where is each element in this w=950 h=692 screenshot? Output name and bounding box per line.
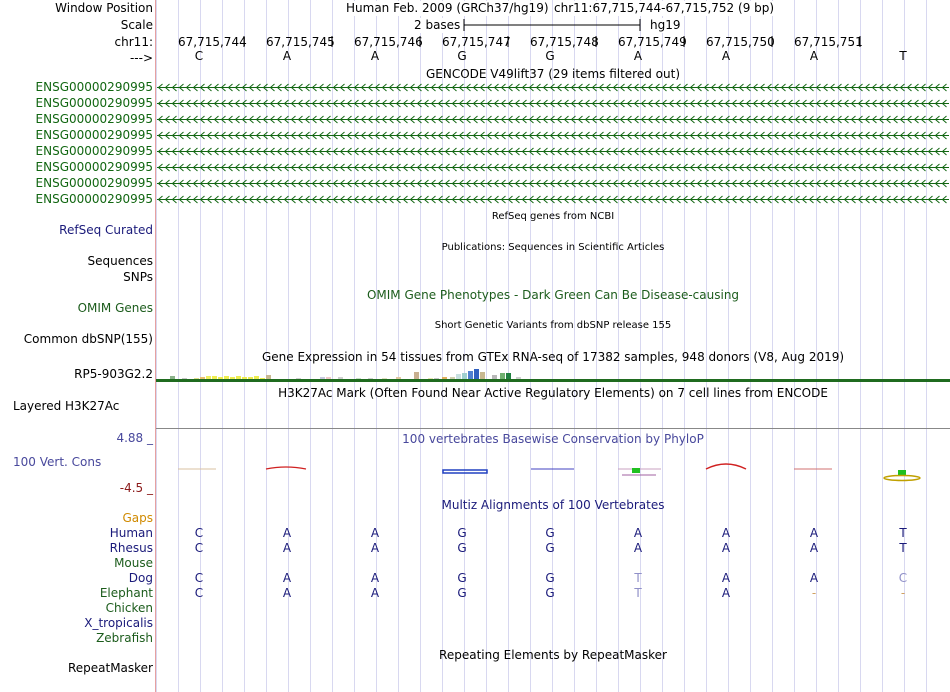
aln-base: G xyxy=(545,571,555,585)
gencode-transcript[interactable] xyxy=(157,131,949,140)
phylop-conservation-plot[interactable] xyxy=(156,458,950,484)
aln-base-mismatch: T xyxy=(634,586,642,600)
aln-base: A xyxy=(370,541,380,555)
species-label-xtropicalis[interactable]: X_tropicalis xyxy=(84,616,153,630)
chrom-label: chr11: xyxy=(114,35,153,49)
gencode-transcript[interactable] xyxy=(157,115,949,124)
ref-base: A xyxy=(809,49,819,63)
scale-bar xyxy=(463,17,643,33)
gencode-item-label[interactable]: ENSG00000290995 xyxy=(35,160,153,174)
cons-max-label: 4.88 _ xyxy=(116,431,153,445)
h3k27ac-baseline xyxy=(156,428,950,429)
coord-tick: 67,715,744 xyxy=(178,35,247,49)
gencode-item-label[interactable]: ENSG00000290995 xyxy=(35,96,153,110)
aln-base: T xyxy=(899,526,907,540)
aln-base: G xyxy=(545,541,555,555)
multiz-track-title[interactable]: Multiz Alignments of 100 Vertebrates xyxy=(441,498,665,512)
aln-base: C xyxy=(194,571,204,585)
coord-tick: 67,715,749 xyxy=(618,35,687,49)
gencode-transcript[interactable] xyxy=(157,147,949,156)
aln-base: C xyxy=(194,526,204,540)
position-title: chr11:67,715,744-67,715,752 (9 bp) xyxy=(554,1,775,15)
repeatmasker-track-label[interactable]: RepeatMasker xyxy=(67,661,153,675)
ref-base: A xyxy=(721,49,731,63)
gencode-item-label[interactable]: ENSG00000290995 xyxy=(35,144,153,158)
aln-base: C xyxy=(194,586,204,600)
species-label-human[interactable]: Human xyxy=(109,526,153,540)
gtex-expression-bars[interactable] xyxy=(156,366,950,384)
aln-base: G xyxy=(457,541,467,555)
aln-base-mismatch: T xyxy=(634,571,642,585)
dbsnp-track-label[interactable]: Common dbSNP(155) xyxy=(23,332,153,346)
gencode-transcript[interactable] xyxy=(157,195,949,204)
cons-min-label: -4.5 _ xyxy=(119,481,153,495)
gencode-transcript[interactable] xyxy=(157,83,949,92)
dbsnp-track-title[interactable]: Short Genetic Variants from dbSNP release 155 xyxy=(434,320,672,331)
scale-text: 2 bases xyxy=(414,18,461,32)
gtex-gene-label[interactable]: RP5-903G2.2 xyxy=(74,367,153,381)
snps-track-label[interactable]: SNPs xyxy=(123,270,153,284)
refseq-track-title[interactable]: RefSeq genes from NCBI xyxy=(491,211,615,222)
aln-base-mismatch: C xyxy=(898,571,908,585)
gencode-item-label[interactable]: ENSG00000290995 xyxy=(35,112,153,126)
aln-gap: - xyxy=(811,586,817,600)
ref-base: G xyxy=(545,49,555,63)
coord-tick: 67,715,747 xyxy=(442,35,511,49)
coord-tick: 67,715,750 xyxy=(706,35,775,49)
gaps-label: Gaps xyxy=(122,511,153,525)
aln-base: A xyxy=(370,586,380,600)
ref-base: A xyxy=(633,49,643,63)
ref-base: A xyxy=(282,49,292,63)
ref-base: C xyxy=(194,49,204,63)
aln-base: G xyxy=(545,526,555,540)
gencode-item-label[interactable]: ENSG00000290995 xyxy=(35,192,153,206)
aln-base: A xyxy=(370,526,380,540)
scale-label: Scale xyxy=(120,18,153,32)
aln-base: G xyxy=(545,586,555,600)
track-label-column xyxy=(0,0,155,692)
gencode-item-label[interactable]: ENSG00000290995 xyxy=(35,128,153,142)
aln-base: A xyxy=(282,571,292,585)
aln-base: G xyxy=(457,526,467,540)
species-label-dog[interactable]: Dog xyxy=(128,571,153,585)
aln-base: A xyxy=(721,526,731,540)
aln-base: G xyxy=(457,571,467,585)
publications-track-title[interactable]: Publications: Sequences in Scientific Articles xyxy=(441,242,665,253)
ref-base: A xyxy=(370,49,380,63)
omim-track-title[interactable]: OMIM Gene Phenotypes - Dark Green Can Be Disease-causing xyxy=(366,288,740,302)
cons-track-label[interactable]: 100 Vert. Cons xyxy=(13,455,102,469)
aln-base: A xyxy=(721,541,731,555)
assembly-title: Human Feb. 2009 (GRCh37/hg19) xyxy=(346,1,549,15)
aln-base: A xyxy=(370,571,380,585)
repeatmasker-track-title[interactable]: Repeating Elements by RepeatMasker xyxy=(439,648,667,662)
species-label-chicken[interactable]: Chicken xyxy=(105,601,153,615)
aln-base: A xyxy=(721,571,731,585)
species-label-mouse[interactable]: Mouse xyxy=(114,556,153,570)
aln-base: A xyxy=(809,541,819,555)
gencode-transcript[interactable] xyxy=(157,163,949,172)
gencode-transcript[interactable] xyxy=(157,179,949,188)
coord-tick: 67,715,748 xyxy=(530,35,599,49)
aln-base: A xyxy=(809,526,819,540)
phylop-track-title[interactable]: 100 vertebrates Basewise Conservation by PhyloP xyxy=(402,432,704,446)
coord-tick: 67,715,751 xyxy=(794,35,863,49)
aln-base: A xyxy=(282,541,292,555)
species-label-rhesus[interactable]: Rhesus xyxy=(109,541,153,555)
refseq-track-label[interactable]: RefSeq Curated xyxy=(59,223,153,237)
aln-base: A xyxy=(282,586,292,600)
gencode-transcript[interactable] xyxy=(157,99,949,108)
species-label-zebrafish[interactable]: Zebrafish xyxy=(96,631,153,645)
aln-base: T xyxy=(899,541,907,555)
species-label-elephant[interactable]: Elephant xyxy=(99,586,153,600)
gencode-track-title[interactable]: GENCODE V49lift37 (29 items filtered out) xyxy=(425,67,680,81)
aln-base: C xyxy=(194,541,204,555)
aln-base: A xyxy=(282,526,292,540)
aln-base: A xyxy=(633,526,643,540)
strand-toggle[interactable]: ---> xyxy=(129,51,153,65)
aln-base: A xyxy=(809,571,819,585)
coord-tick: 67,715,745 xyxy=(266,35,335,49)
window-position-label: Window Position xyxy=(55,1,153,15)
sequences-track-label[interactable]: Sequences xyxy=(87,254,153,268)
h3k27ac-track-title[interactable]: H3K27Ac Mark (Often Found Near Active Regulatory Elements) on 7 cell lines from ENCODE xyxy=(278,386,828,400)
aln-base: G xyxy=(457,586,467,600)
h3k27ac-track-label[interactable]: Layered H3K27Ac xyxy=(13,399,120,413)
scale-db: hg19 xyxy=(650,18,681,32)
aln-base: A xyxy=(633,541,643,555)
gencode-item-label[interactable]: ENSG00000290995 xyxy=(35,176,153,190)
omim-track-label[interactable]: OMIM Genes xyxy=(77,301,153,315)
aln-gap: - xyxy=(900,586,906,600)
ruler-ticks xyxy=(156,35,950,49)
ref-base: T xyxy=(899,49,907,63)
gtex-track-title[interactable]: Gene Expression in 54 tissues from GTEx RNA-seq of 17382 samples, 948 donors (V8, Aug 2019) xyxy=(261,350,845,364)
ref-base: G xyxy=(457,49,467,63)
gencode-item-label[interactable]: ENSG00000290995 xyxy=(35,80,153,94)
aln-base: A xyxy=(721,586,731,600)
coord-tick: 67,715,746 xyxy=(354,35,423,49)
